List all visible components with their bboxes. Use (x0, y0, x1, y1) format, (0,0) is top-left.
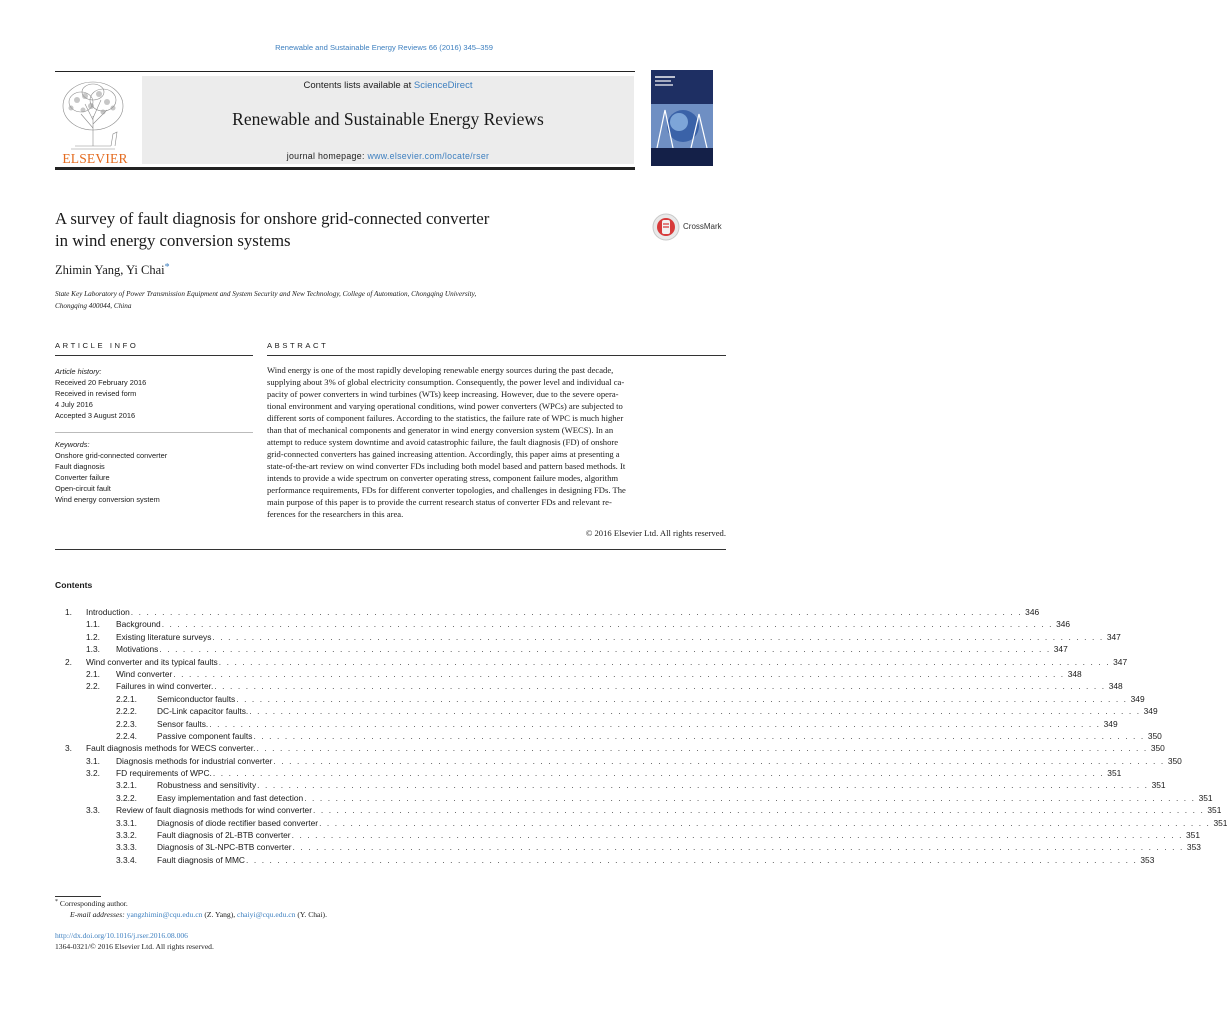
toc-entry[interactable] (55, 681, 1123, 693)
toc-entry-title[interactable]: Fault diagnosis of 2L-BTB converter (157, 830, 291, 841)
homepage-link[interactable]: www.elsevier.com/locate/rser (367, 151, 490, 161)
toc-leader-dots: . . . . . . . . . . . . . . . . . . . . . . . . . . . . . . . . . . . . . . . . . . . . . . . . . . . . . . . . . . . . . . . . . . . . . . . . . . . . . . . . . . . . . . . . . . . . . . . . . . . . . . . . . . . . . . . . . . (273, 755, 1165, 766)
abstract-line: Wind energy is one of the most rapidly developing renewable energy sources during the past decade, (267, 365, 614, 375)
toc-entry-number: 1.2. (86, 631, 100, 642)
toc-entry-number: 2.2.2. (116, 706, 137, 717)
toc-entry[interactable] (55, 631, 1121, 644)
email-link-yang[interactable]: yangzhimin@cqu.edu.cn (126, 910, 203, 919)
abstract-line: ferences for the researchers in this area. (267, 509, 404, 519)
abstract-line: grid-connected converters has gained increasing attention. Accordingly, this paper aims at presenting a (267, 449, 620, 459)
toc-entry-number: 2.2.1. (116, 693, 137, 704)
journal-name: Renewable and Sustainable Energy Reviews (232, 109, 544, 129)
homepage-prefix: journal homepage: (286, 151, 368, 161)
toc-entry[interactable] (55, 693, 1145, 706)
toc-entry-page: 351 (1198, 792, 1213, 803)
history-line: Received in revised form (55, 389, 137, 398)
history-line: Accepted 3 August 2016 (55, 411, 136, 420)
abstract-heading: ABSTRACT (267, 341, 329, 350)
toc-entry-title[interactable]: Wind converter (116, 668, 173, 679)
article-info-rule (55, 355, 253, 356)
corresponding-author-mark[interactable]: * (164, 262, 170, 273)
toc-entry-number: 3. (65, 743, 72, 754)
journal-homepage-line (142, 151, 634, 161)
toc-entry[interactable] (55, 706, 1158, 718)
email-link-chai[interactable]: chaiyi@cqu.edu.cn (237, 910, 296, 919)
toc-entry-number: 3.3.1. (116, 817, 137, 828)
author-list (55, 262, 170, 278)
toc-entry-page: 348 (1108, 681, 1123, 692)
toc-entry[interactable] (55, 830, 1200, 842)
toc-entry-page: 347 (1053, 644, 1068, 655)
toc-entry-page: 351 (1186, 830, 1200, 841)
toc-entry-title[interactable]: Passive component faults (157, 730, 253, 741)
toc-entry-page: 350 (1147, 730, 1162, 741)
toc-entry[interactable] (55, 755, 1182, 768)
toc-leader-dots: . . . . . . . . . . . . . . . . . . . . . . . . . . . . . . . . . . . . . . . . . . . . . . . . . . . . . . . . . . . . . . . . . . . . . . . . . . . . . . . . . . . . . . . . . . . . . . . . . . . . . . . . . . . . . . . . . . (292, 842, 1184, 853)
keyword-item: Converter failure (55, 473, 110, 482)
article-title (55, 208, 625, 252)
affiliation-line-1: State Key Laboratory of Power Transmission Equipment and System Security and New Technology, College of Automation, Chongqing University, (55, 290, 477, 298)
toc-entry-title[interactable]: Wind converter and its typical faults (86, 656, 218, 667)
toc-entry-title[interactable]: Introduction (86, 607, 130, 617)
toc-entry-page: 346 (1025, 607, 1040, 617)
header-top-rule (55, 71, 635, 72)
toc-entry-number: 1.1. (86, 619, 100, 630)
toc-leader-dots: . . . . . . . . . . . . . . . . . . . . . . . . . . . . . . . . . . . . . . . . . . . . . . . . . . . . . . . . . . . . . . . . . . . . . . . . . . . . . . . . . . . . . . . . . . . . . . . . . . . . . . . . . . . . . . . . . . (173, 668, 1065, 679)
toc-entry-number: 2.2.4. (116, 730, 137, 741)
toc-entry-title[interactable]: Diagnosis of diode rectifier based converter (157, 817, 319, 828)
article-info-divider (55, 432, 253, 433)
toc-leader-dots: . . . . . . . . . . . . . . . . . . . . . . . . . . . . . . . . . . . . . . . . . . . . . . . . . . . . . . . . . . . . . . . . . . . . . . . . . . . . . . . . . . . . . . . . . . . . . . . . . . . . . . . . . . . . . . . . . . (245, 854, 1138, 865)
toc-entry-title[interactable]: Easy implementation and fast detection (157, 792, 304, 803)
toc-entry-number: 3.2. (86, 768, 100, 779)
elsevier-wordmark: ELSEVIER (62, 151, 128, 166)
toc-entry-title[interactable]: Diagnosis of 3L-NPC-BTB converter (157, 842, 292, 853)
toc-entry-number: 3.3.4. (116, 854, 137, 865)
contents-heading: Contents (55, 580, 93, 590)
abstract-line: attempt to reduce system downtime and avoid catastrophic failure, the fault diagnosis (FD) of onshore (267, 437, 619, 447)
keyword-item: Fault diagnosis (55, 462, 105, 471)
toc-entry-page: 349 (1103, 718, 1118, 729)
article-info-heading: ARTICLE INFO (55, 341, 139, 350)
toc-leader-dots: . . . . . . . . . . . . . . . . . . . . . . . . . . . . . . . . . . . . . . . . . . . . . . . . . . . . . . . . . . . . . . . . . . . . . . . . . . . . . . . . . . . . . . . . . . . . . . . . . . . . . . . . . . . . . . . . . . (161, 619, 1054, 630)
toc-entry-page: 350 (1150, 743, 1165, 754)
toc-entry-number: 2.1. (86, 668, 100, 679)
toc-entry-page: 353 (1140, 854, 1155, 865)
toc-entry-page: 347 (1113, 656, 1128, 667)
corresponding-author-text: Corresponding author. (59, 899, 128, 908)
toc-entry-page: 351 (1207, 805, 1222, 816)
keyword-item: Wind energy conversion system (55, 495, 160, 504)
contents-available-line (142, 80, 634, 91)
toc-entry-number: 3.2.2. (116, 792, 137, 803)
toc-entry[interactable] (55, 718, 1118, 731)
abstract-line: performance requirements, FDs for different converter topologies, and challenges in designing FDs. The (267, 485, 626, 495)
toc-entry-title[interactable]: Sensor faults. (157, 718, 209, 729)
toc-entry[interactable] (55, 644, 1068, 656)
crossmark-label: CrossMark (683, 222, 722, 231)
toc-entry[interactable] (55, 792, 1213, 805)
toc-leader-dots: . . . . . . . . . . . . . . . . . . . . . . . . . . . . . . . . . . . . . . . . . . . . . . . . . . . . . . . . . . . . . . . . . . . . . . . . . . . . . . . . . . . . . . . . . . . . . . . . . . . . . . . . . . . . . . . . . . (236, 693, 1128, 704)
abstract-line: intends to provide a wide spectrum on converter operating stress, component failure modes, algorithm (267, 473, 619, 483)
toc-entry[interactable] (55, 619, 1071, 631)
toc-leader-dots: . . . . . . . . . . . . . . . . . . . . . . . . . . . . . . . . . . . . . . . . . . . . . . . . . . . . . . . . . . . . . . . . . . . . . . . . . . . . . . . . . . . . . . . . . . . . . . . . . . . . . . . . . . . . . . . . . . (257, 780, 1149, 791)
toc-entry[interactable] (55, 668, 1082, 681)
toc-entry-number: 2.2.3. (116, 718, 137, 729)
toc-leader-dots: . . . . . . . . . . . . . . . . . . . . . . . . . . . . . . . . . . . . . . . . . . . . . . . . . . . . . . . . . . . . . . . . . . . . . . . . . . . . . . . . . . . . . . . . . . . . . . . . . . . . . . . . . . . . . . . . . . (214, 681, 1106, 692)
toc-entry-title[interactable]: Background (116, 619, 161, 630)
toc-leader-dots: . . . . . . . . . . . . . . . . . . . . . . . . . . . . . . . . . . . . . . . . . . . . . . . . . . . . . . . . . . . . . . . . . . . . . . . . . . . . . . . . . . . . . . . . . . . . . . . . . . . . . . . . . . . . . . . . . . (312, 805, 1205, 816)
toc-entry-title[interactable]: DC-Link capacitor faults. (157, 706, 249, 717)
history-line: 4 July 2016 (55, 400, 93, 409)
toc-leader-dots: . . . . . . . . . . . . . . . . . . . . . . . . . . . . . . . . . . . . . . . . . . . . . . . . . . . . . . . . . . . . . . . . . . . . . . . . . . . . . . . . . . . . . . . . . . . . . . . . . . . . . . . . . . . . . . . . . . (256, 743, 1148, 754)
footnote-mark: * (55, 899, 58, 905)
toc-leader-dots: . . . . . . . . . . . . . . . . . . . . . . . . . . . . . . . . . . . . . . . . . . . . . . . . . . . . . . . . . . . . . . . . . . . . . . . . . . . . . . . . . . . . . . . . . . . . . . . . . . . . . . . . . . . . . . . . . . (291, 830, 1184, 841)
keyword-item: Open-circuit fault (55, 484, 111, 493)
abstract-line: different sorts of component failures. According to the statistics, the failure rate of WPC is much higher (267, 413, 624, 423)
toc-leader-dots: . . . . . . . . . . . . . . . . . . . . . . . . . . . . . . . . . . . . . . . . . . . . . . . . . . . . . . . . . . . . . . . . . . . . . . . . . . . . . . . . . . . . . . . . . . . . . . . . . . . . . . . . . . . . . . . . . . (130, 607, 1023, 617)
toc-leader-dots: . . . . . . . . . . . . . . . . . . . . . . . . . . . . . . . . . . . . . . . . . . . . . . . . . . . . . . . . . . . . . . . . . . . . . . . . . . . . . . . . . . . . . . . . . . . . . . . . . . . . . . . . . . . . . . . . . . (209, 718, 1101, 729)
toc-entry-number: 1. (65, 607, 72, 617)
toc-entry-title[interactable]: Review of fault diagnosis methods for wind converter (116, 805, 312, 816)
toc-leader-dots: . . . . . . . . . . . . . . . . . . . . . . . . . . . . . . . . . . . . . . . . . . . . . . . . . . . . . . . . . . . . . . . . . . . . . . . . . . . . . . . . . . . . . . . . . . . . . . . . . . . . . . . . . . . . . . . . . . (319, 817, 1211, 828)
article-title-line-2: in wind energy conversion systems (55, 231, 291, 250)
sciencedirect-link[interactable]: ScienceDirect (413, 80, 473, 91)
toc-entry-title[interactable]: Motivations (116, 644, 159, 655)
corresponding-footnote (55, 899, 128, 908)
toc-entry[interactable] (55, 805, 1222, 817)
keywords-block (55, 439, 253, 505)
toc-entry-page: 349 (1143, 706, 1158, 717)
email-owner-chai: (Y. Chai). (295, 910, 327, 919)
toc-entry-title[interactable]: FD requirements of WPC. (116, 768, 212, 779)
abstract-line: than that of mechanical components and generator in wind energy conversion system (WECS). In an (267, 425, 614, 435)
header-bottom-rule (55, 167, 635, 170)
abstract-line: state-of-the-art review on wind converter FDs including both model based and pattern based methods. It (267, 461, 626, 471)
toc-leader-dots: . . . . . . . . . . . . . . . . . . . . . . . . . . . . . . . . . . . . . . . . . . . . . . . . . . . . . . . . . . . . . . . . . . . . . . . . . . . . . . . . . . . . . . . . . . . . . . . . . . . . . . . . . . . . . . . . . . (253, 730, 1145, 741)
toc-entry[interactable] (55, 817, 1227, 830)
article-history-label: Article history: (55, 367, 102, 376)
abstract-rule (267, 355, 726, 356)
toc-entry-page: 346 (1056, 619, 1071, 630)
toc-entry-title[interactable]: Semiconductor faults (157, 693, 236, 704)
article-title-line-1: A survey of fault diagnosis for onshore grid-connected converter (55, 209, 490, 228)
toc-entry-title[interactable]: Failures in wind converter. (116, 681, 214, 692)
email-owner-yang: (Z. Yang), (202, 910, 238, 919)
toc-entry-page: 349 (1130, 693, 1145, 704)
toc-entry-title[interactable]: Diagnosis methods for industrial converter (116, 755, 273, 766)
crossmark-badge[interactable] (652, 212, 732, 242)
toc-leader-dots: . . . . . . . . . . . . . . . . . . . . . . . . . . . . . . . . . . . . . . . . . . . . . . . . . . . . . . . . . . . . . . . . . . . . . . . . . . . . . . . . . . . . . . . . . . . . . . . . . . . . . . . . . . . . . . . . . . (159, 644, 1051, 655)
abstract-line: main purpose of this paper is to provide the current research status of converter FDs and relevant re- (267, 497, 612, 507)
toc-leader-dots: . . . . . . . . . . . . . . . . . . . . . . . . . . . . . . . . . . . . . . . . . . . . . . . . . . . . . . . . . . . . . . . . . . . . . . . . . . . . . . . . . . . . . . . . . . . . . . . . . . . . . . . . . . . . . . . . . . (212, 768, 1105, 779)
doi-link[interactable]: http://dx.doi.org/10.1016/j.rser.2016.08.006 (55, 931, 188, 940)
toc-entry-number: 3.3. (86, 805, 100, 816)
toc-entry[interactable] (55, 842, 1201, 854)
abstract-body (267, 364, 726, 520)
toc-entry-page: 347 (1106, 631, 1121, 642)
toc-entry[interactable] (55, 768, 1122, 780)
footnote-rule (55, 896, 101, 897)
toc-leader-dots: . . . . . . . . . . . . . . . . . . . . . . . . . . . . . . . . . . . . . . . . . . . . . . . . . . . . . . . . . . . . . . . . . . . . . . . . . . . . . . . . . . . . . . . . . . . . . . . . . . . . . . . . . . . . . . . . . . (218, 656, 1111, 667)
toc-entry-page: 350 (1167, 755, 1182, 766)
toc-entry-number: 3.3.3. (116, 842, 137, 853)
toc-entry[interactable] (55, 743, 1165, 755)
toc-entry[interactable] (55, 854, 1155, 867)
toc-entry-number: 2.2. (86, 681, 100, 692)
toc-entry[interactable] (55, 607, 1040, 619)
keyword-item: Onshore grid-connected converter (55, 451, 168, 460)
abstract-line: supplying about 3% of global electricity consumption. Consequently, the power level and individual ca- (267, 377, 625, 387)
abstract-line: pacity of power converters in wind turbines (WTs) keep increasing. However, due to the severe opera- (267, 389, 619, 399)
toc-entry-title[interactable]: Robustness and sensitivity (157, 780, 257, 791)
issn-line: 1364-0321/© 2016 Elsevier Ltd. All rights reserved. (55, 942, 214, 951)
toc-leader-dots: . . . . . . . . . . . . . . . . . . . . . . . . . . . . . . . . . . . . . . . . . . . . . . . . . . . . . . . . . . . . . . . . . . . . . . . . . . . . . . . . . . . . . . . . . . . . . . . . . . . . . . . . . . . . . . . . . . (304, 792, 1196, 803)
affiliation-line-2: Chongqing 400044, China (55, 301, 132, 310)
toc-entry[interactable] (55, 656, 1128, 669)
toc-entry-title[interactable]: Fault diagnosis of MMC (157, 854, 245, 865)
history-line: Received 20 February 2016 (55, 378, 147, 387)
contents-prefix: Contents lists available at (303, 80, 414, 91)
table-of-contents (55, 607, 1227, 867)
toc-entry-title[interactable]: Existing literature surveys (116, 631, 212, 642)
toc-entry-title[interactable]: Fault diagnosis methods for WECS converter. (86, 743, 256, 754)
email-label: E-mail addresses: (70, 910, 125, 919)
keywords-label: Keywords: (55, 440, 90, 449)
toc-entry-number: 1.3. (86, 644, 100, 655)
toc-entry-number: 3.1. (86, 755, 100, 766)
toc-entry-page: 348 (1067, 668, 1082, 679)
journal-cover-thumbnail[interactable] (651, 70, 713, 166)
toc-leader-dots: . . . . . . . . . . . . . . . . . . . . . . . . . . . . . . . . . . . . . . . . . . . . . . . . . . . . . . . . . . . . . . . . . . . . . . . . . . . . . . . . . . . . . . . . . . . . . . . . . . . . . . . . . . . . . . . . . . (212, 631, 1104, 642)
affiliation (55, 289, 655, 312)
toc-entry[interactable] (55, 780, 1166, 792)
journal-citation[interactable]: Renewable and Sustainable Energy Reviews 66 (2016) 345–359 (275, 43, 493, 52)
toc-entry-page: 351 (1151, 780, 1166, 791)
abstract-line: tional environment and varying operational conditions, wind power converters (WPCs) are subjected to (267, 401, 623, 411)
toc-entry-page: 351 (1213, 817, 1227, 828)
toc-entry-number: 2. (65, 656, 72, 667)
article-history (55, 366, 253, 421)
abstract-copyright: © 2016 Elsevier Ltd. All rights reserved. (585, 528, 726, 538)
toc-leader-dots: . . . . . . . . . . . . . . . . . . . . . . . . . . . . . . . . . . . . . . . . . . . . . . . . . . . . . . . . . . . . . . . . . . . . . . . . . . . . . . . . . . . . . . . . . . . . . . . . . . . . . . . . . . . . . . . . . . (249, 706, 1141, 717)
toc-entry-page: 351 (1107, 768, 1122, 779)
toc-entry-page: 353 (1186, 842, 1201, 853)
toc-entry-number: 3.2.1. (116, 780, 137, 791)
email-footnote (70, 910, 327, 919)
front-matter-bottom-rule (55, 549, 726, 550)
toc-entry-number: 3.3.2. (116, 830, 137, 841)
author-names: Zhimin Yang, Yi Chai (55, 263, 165, 277)
toc-entry[interactable] (55, 730, 1162, 743)
